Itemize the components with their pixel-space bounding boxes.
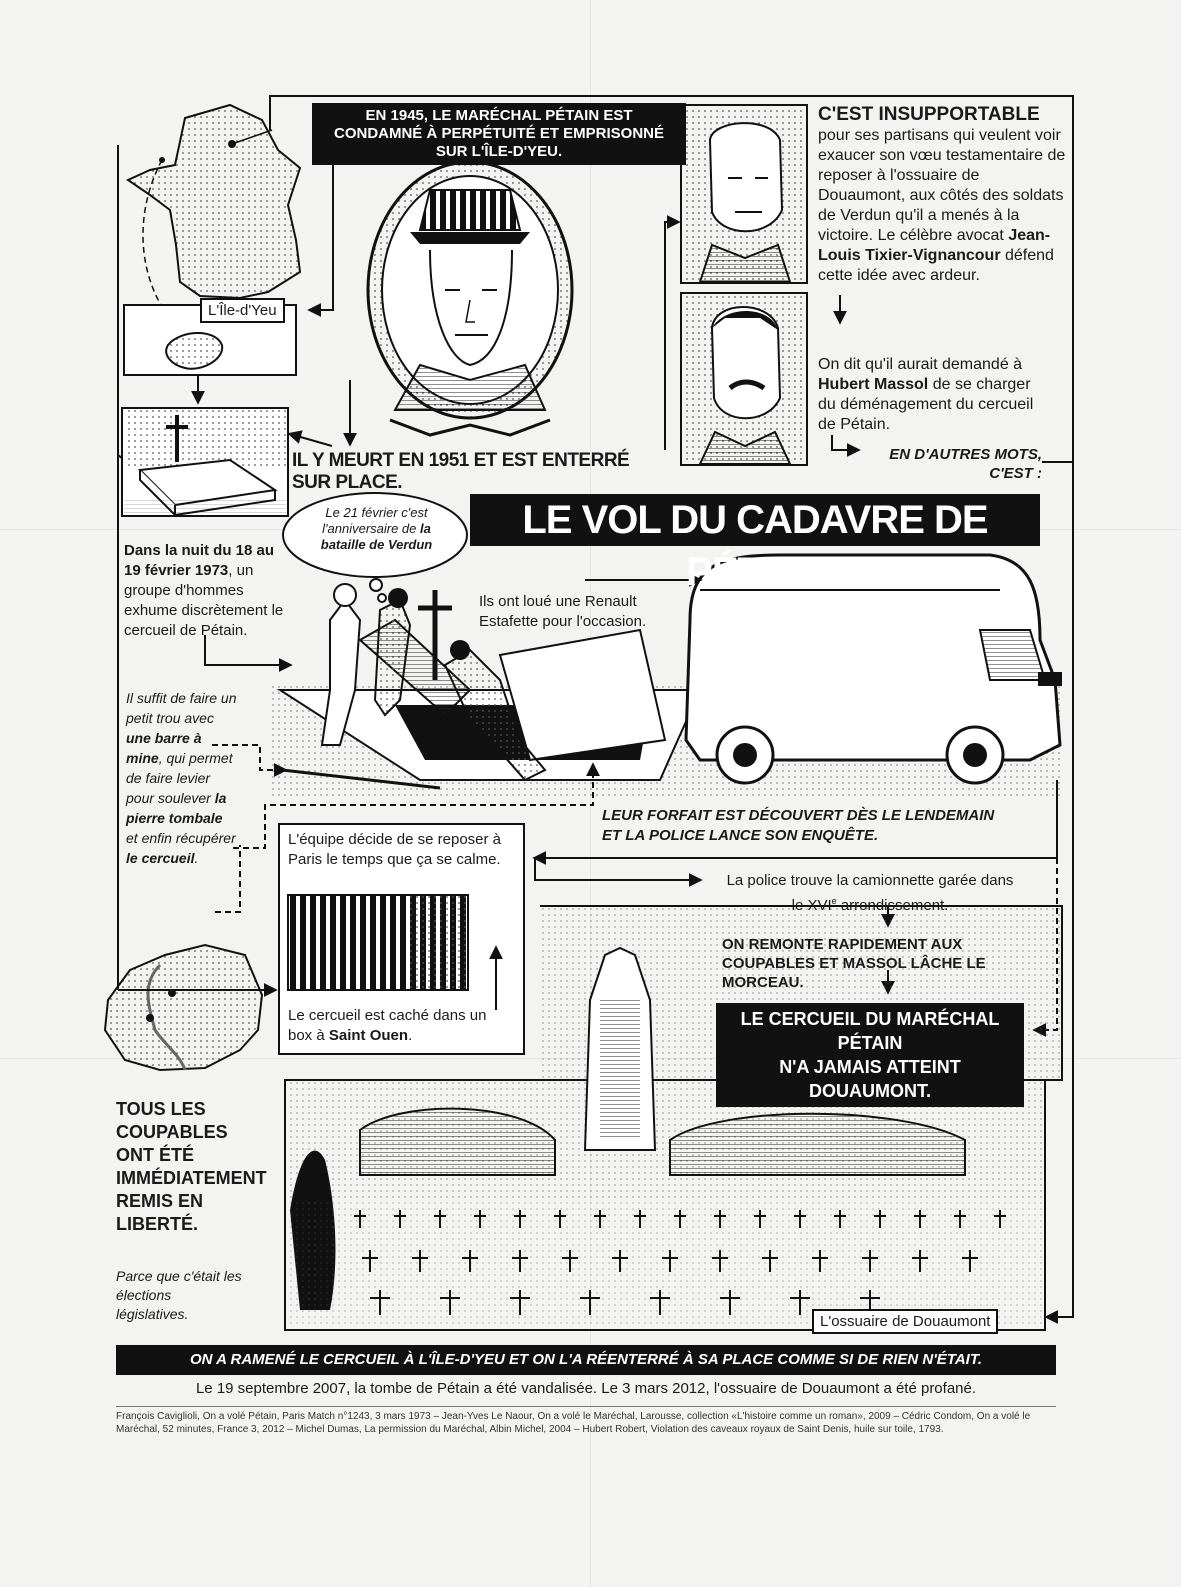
petain-portrait <box>368 162 572 435</box>
ossuary-label: L'ossuaire de Douaumont <box>812 1309 998 1334</box>
tixier-vignancour-portrait <box>681 105 807 283</box>
never-reached-box <box>716 1003 1024 1107</box>
epilogue: Le 19 septembre 2007, la tombe de Pétain a été vandalisée. Le 3 mars 2012, l'ossuaire de Douaumont a été profané. <box>195 1380 977 1397</box>
massol-paragraph <box>818 355 1050 435</box>
forfait-line1: LEUR FORFAIT EST DÉCOUVERT DÈS LE LENDEMAIN <box>602 807 995 824</box>
thought-bold: la bataille de Verdun <box>320 521 433 552</box>
night-paragraph <box>124 541 294 641</box>
hubert-massol-portrait <box>681 293 807 465</box>
main-title: LE VOL DU CADAVRE DE PÉTAIN <box>470 494 1040 546</box>
massol-name: Hubert Massol <box>818 376 929 393</box>
lever-p1: Il suffit de faire un petit trou avec <box>126 690 237 726</box>
lever-p3: et enfin récupérer <box>126 830 236 846</box>
tomb-illustration <box>122 408 288 516</box>
never-reached-line2: N'A JAMAIS ATTEINT DOUAUMONT. <box>779 1057 961 1101</box>
massol-end: de se charger du déménagement du cercueil de Pétain. <box>818 376 1034 433</box>
police-found-end: arrondissement. <box>836 897 949 914</box>
coupables-text: ON REMONTE RAPIDEMENT AUX COUPABLES ET MASSOL LÂCHE LE MORCEAU. <box>722 936 986 991</box>
death-line: IL Y MEURT EN 1951 ET EST ENTERRÉ SUR PLACE. <box>292 450 630 493</box>
lawyer-name: Jean-Louis Tixier-Vignancour <box>818 227 1051 264</box>
lever-crowbar: une barre à mine <box>126 730 202 766</box>
thought-line: Le 21 février c'est l'anniversaire de <box>322 505 428 536</box>
title-intro-line1: EN D'AUTRES MOTS, <box>889 446 1042 463</box>
night-rest: , un groupe d'hommes exhume discrètement le cercueil de Pétain. <box>124 562 284 639</box>
saint-ouen-start: Le cercueil est caché dans un box à <box>288 1007 487 1044</box>
saint-ouen-end: . <box>408 1027 413 1044</box>
never-reached-line1: LE CERCUEIL DU MARÉCHAL PÉTAIN <box>740 1009 1000 1053</box>
night-date: Dans la nuit du 18 au 19 février 1973 <box>124 542 275 579</box>
freed-reason: Parce que c'était les élections législatives. <box>116 1268 242 1322</box>
insupportable-paragraph <box>818 105 1068 286</box>
police-found <box>720 871 1020 916</box>
freed-title: TOUS LES COUPABLES ONT ÉTÉ IMMÉDIATEMENT REMIS EN LIBERTÉ. <box>116 1099 267 1234</box>
police-found-text: La police trouve la camionnette garée dans le XVI <box>726 872 1014 914</box>
title-intro-line2: C'EST : <box>989 465 1042 482</box>
storage-box-illustration <box>288 895 468 990</box>
connector <box>1047 462 1073 1317</box>
footer-banner: ON A RAMENÉ LE CERCUEIL À L'ÎLE-D'YEU ET ON L'A RÉENTERRÉ À SA PLACE COMME SI DE RIEN N'ÉTAIT. <box>116 1345 1056 1375</box>
thought-text <box>304 505 449 553</box>
police-found-sup: e <box>831 896 837 906</box>
saint-ouen-place: Saint Ouen <box>328 1027 409 1044</box>
renault-caption: Ils ont loué une Renault Estafette pour l'occasion. <box>479 593 647 630</box>
ile-d-yeu-label: L'Île-d'Yeu <box>200 298 285 323</box>
lever-paragraph <box>126 688 238 868</box>
paris-caption: L'équipe décide de se reposer à Paris le temps que ça se calme. <box>288 831 502 868</box>
lever-p4: . <box>194 850 199 866</box>
title-intro <box>862 445 1042 483</box>
sources: François Caviglioli, On a volé Pétain, Paris Match n°1243, 3 mars 1973 – Jean-Yves Le Naour, On a volé le Maréchal, Larousse, collection «L'histoire comme un roman», 2009 – Cédric Condom, On a volé le Maréchal, 52 minutes, France 3, 2012 – Michel Dumas, La permission du Maréchal, Albin Michel, 2004 – Hubert Robert, Violation des caveaux royaux de Saint Denis, huile sur toile, 1793. <box>116 1406 1056 1436</box>
insupportable-text: pour ses partisans qui veulent voir exaucer son vœu testamentaire de reposer à l'ossuaire de Douaumont, aux côtés des soldats de Verdun qu'il a menés à la victoire. Le célèbre avocat <box>818 127 1066 244</box>
lever-tombstone: la pierre tombale <box>126 790 227 826</box>
lever-p2: , qui permet de faire levier pour soulever <box>126 750 233 806</box>
insupportable-end: défend cette idée avec ardeur. <box>818 247 1054 284</box>
insupportable-lead: C'EST INSUPPORTABLE <box>818 104 1040 125</box>
saint-ouen-caption <box>288 1006 498 1046</box>
lever-coffin: le cercueil <box>126 850 195 866</box>
forfait-text <box>602 806 1062 846</box>
headline-1945: EN 1945, LE MARÉCHAL PÉTAIN EST CONDAMNÉ À PERPÉTUITÉ ET EMPRISONNÉ SUR L'ÎLE-D'YEU. <box>312 103 686 165</box>
massol-start: On dit qu'il aurait demandé à <box>818 356 1023 373</box>
forfait-line2: ET LA POLICE LANCE SON ENQUÊTE. <box>602 827 879 844</box>
